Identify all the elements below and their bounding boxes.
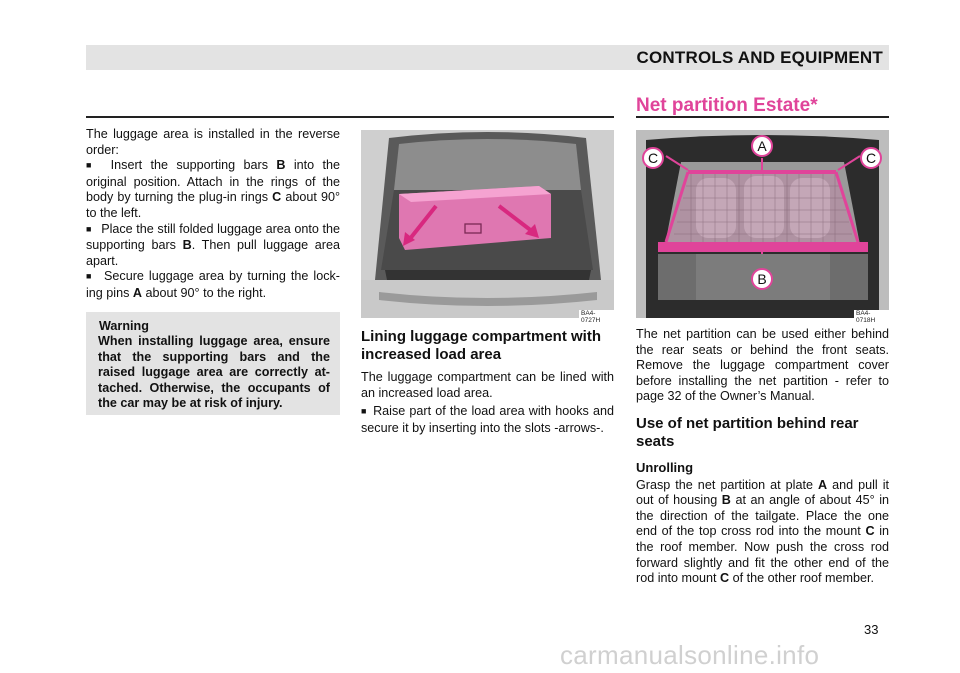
section-heading: Use of net partition behind rear seats — [636, 414, 859, 450]
watermark: carmanualsonline.info — [560, 640, 820, 670]
section-heading: Lining luggage compartment with increased load area — [361, 328, 601, 363]
figure-code: BA4-0727H — [579, 310, 614, 324]
instruction-item: ■ Insert the supporting bars B into the original position. Attach in the rings of the body by turning the plug-in rings C about 90° to the left. — [86, 158, 340, 221]
instruction-item: ■ Raise part of the load area with hooks and secure it by inserting into the slots -arrows-. — [361, 404, 614, 436]
instruction-item: ■ Secure luggage area by turning the lock-ing pins A about 90° to the right. — [86, 269, 340, 301]
body-text: The luggage compartment can be lined with an increased load area. — [361, 370, 614, 400]
body-text: The net partition can be used either behind the rear seats or behind the front seats. Remove the luggage compartment cover before installing the net partition - refer to page 32 of the Owner’s Manual. — [636, 327, 889, 404]
middle-column — [361, 328, 614, 436]
luggage-compartment-figure — [361, 130, 614, 324]
svg-text:A: A — [757, 138, 767, 154]
figure-callouts — [636, 130, 889, 318]
svg-text:C: C — [647, 150, 659, 166]
section-title: Net partition Estate* — [636, 95, 818, 116]
instruction-item: ■ Place the still folded luggage area onto the supporting bars B. Then pull luggage area apart. — [86, 222, 340, 270]
callout-c-right-marker — [861, 148, 881, 168]
callout-c-left-marker — [643, 148, 663, 168]
warning-text: When installing luggage area, ensure that the supporting bars and the raised luggage area are correctly at-tached. Otherwise, the occupants of the car may be at risk of injury. — [98, 334, 330, 411]
svg-text:C: C — [865, 150, 877, 166]
header-bar — [86, 45, 889, 70]
intro-text: The luggage area is installed in the reverse order: — [86, 127, 340, 157]
svg-text:B: B — [757, 271, 767, 287]
chapter-title: CONTROLS AND EQUIPMENT — [636, 48, 883, 67]
left-column — [86, 127, 340, 302]
net-partition-figure — [636, 130, 889, 324]
right-column — [636, 327, 889, 587]
subsection-heading: Unrolling — [636, 459, 694, 475]
left-divider — [86, 116, 614, 118]
warning-box — [86, 312, 340, 415]
body-text: Grasp the net partition at plate A and pull it out of housing B at an angle of about 45° in the direction of the tailgate. Place the one end of the top cross rod into the mount C in the roof member. Now push the cross rod forward slightly and fit the other end of the rod into mount C of the other roof member. — [636, 477, 889, 586]
callout-a-marker — [752, 136, 772, 156]
callout-b-marker — [752, 269, 772, 289]
page-number: 33 — [864, 622, 879, 637]
figure-code: BA4-0718H — [854, 310, 889, 324]
luggage-compartment-illustration — [361, 130, 614, 318]
warning-title: Warning — [99, 319, 149, 333]
